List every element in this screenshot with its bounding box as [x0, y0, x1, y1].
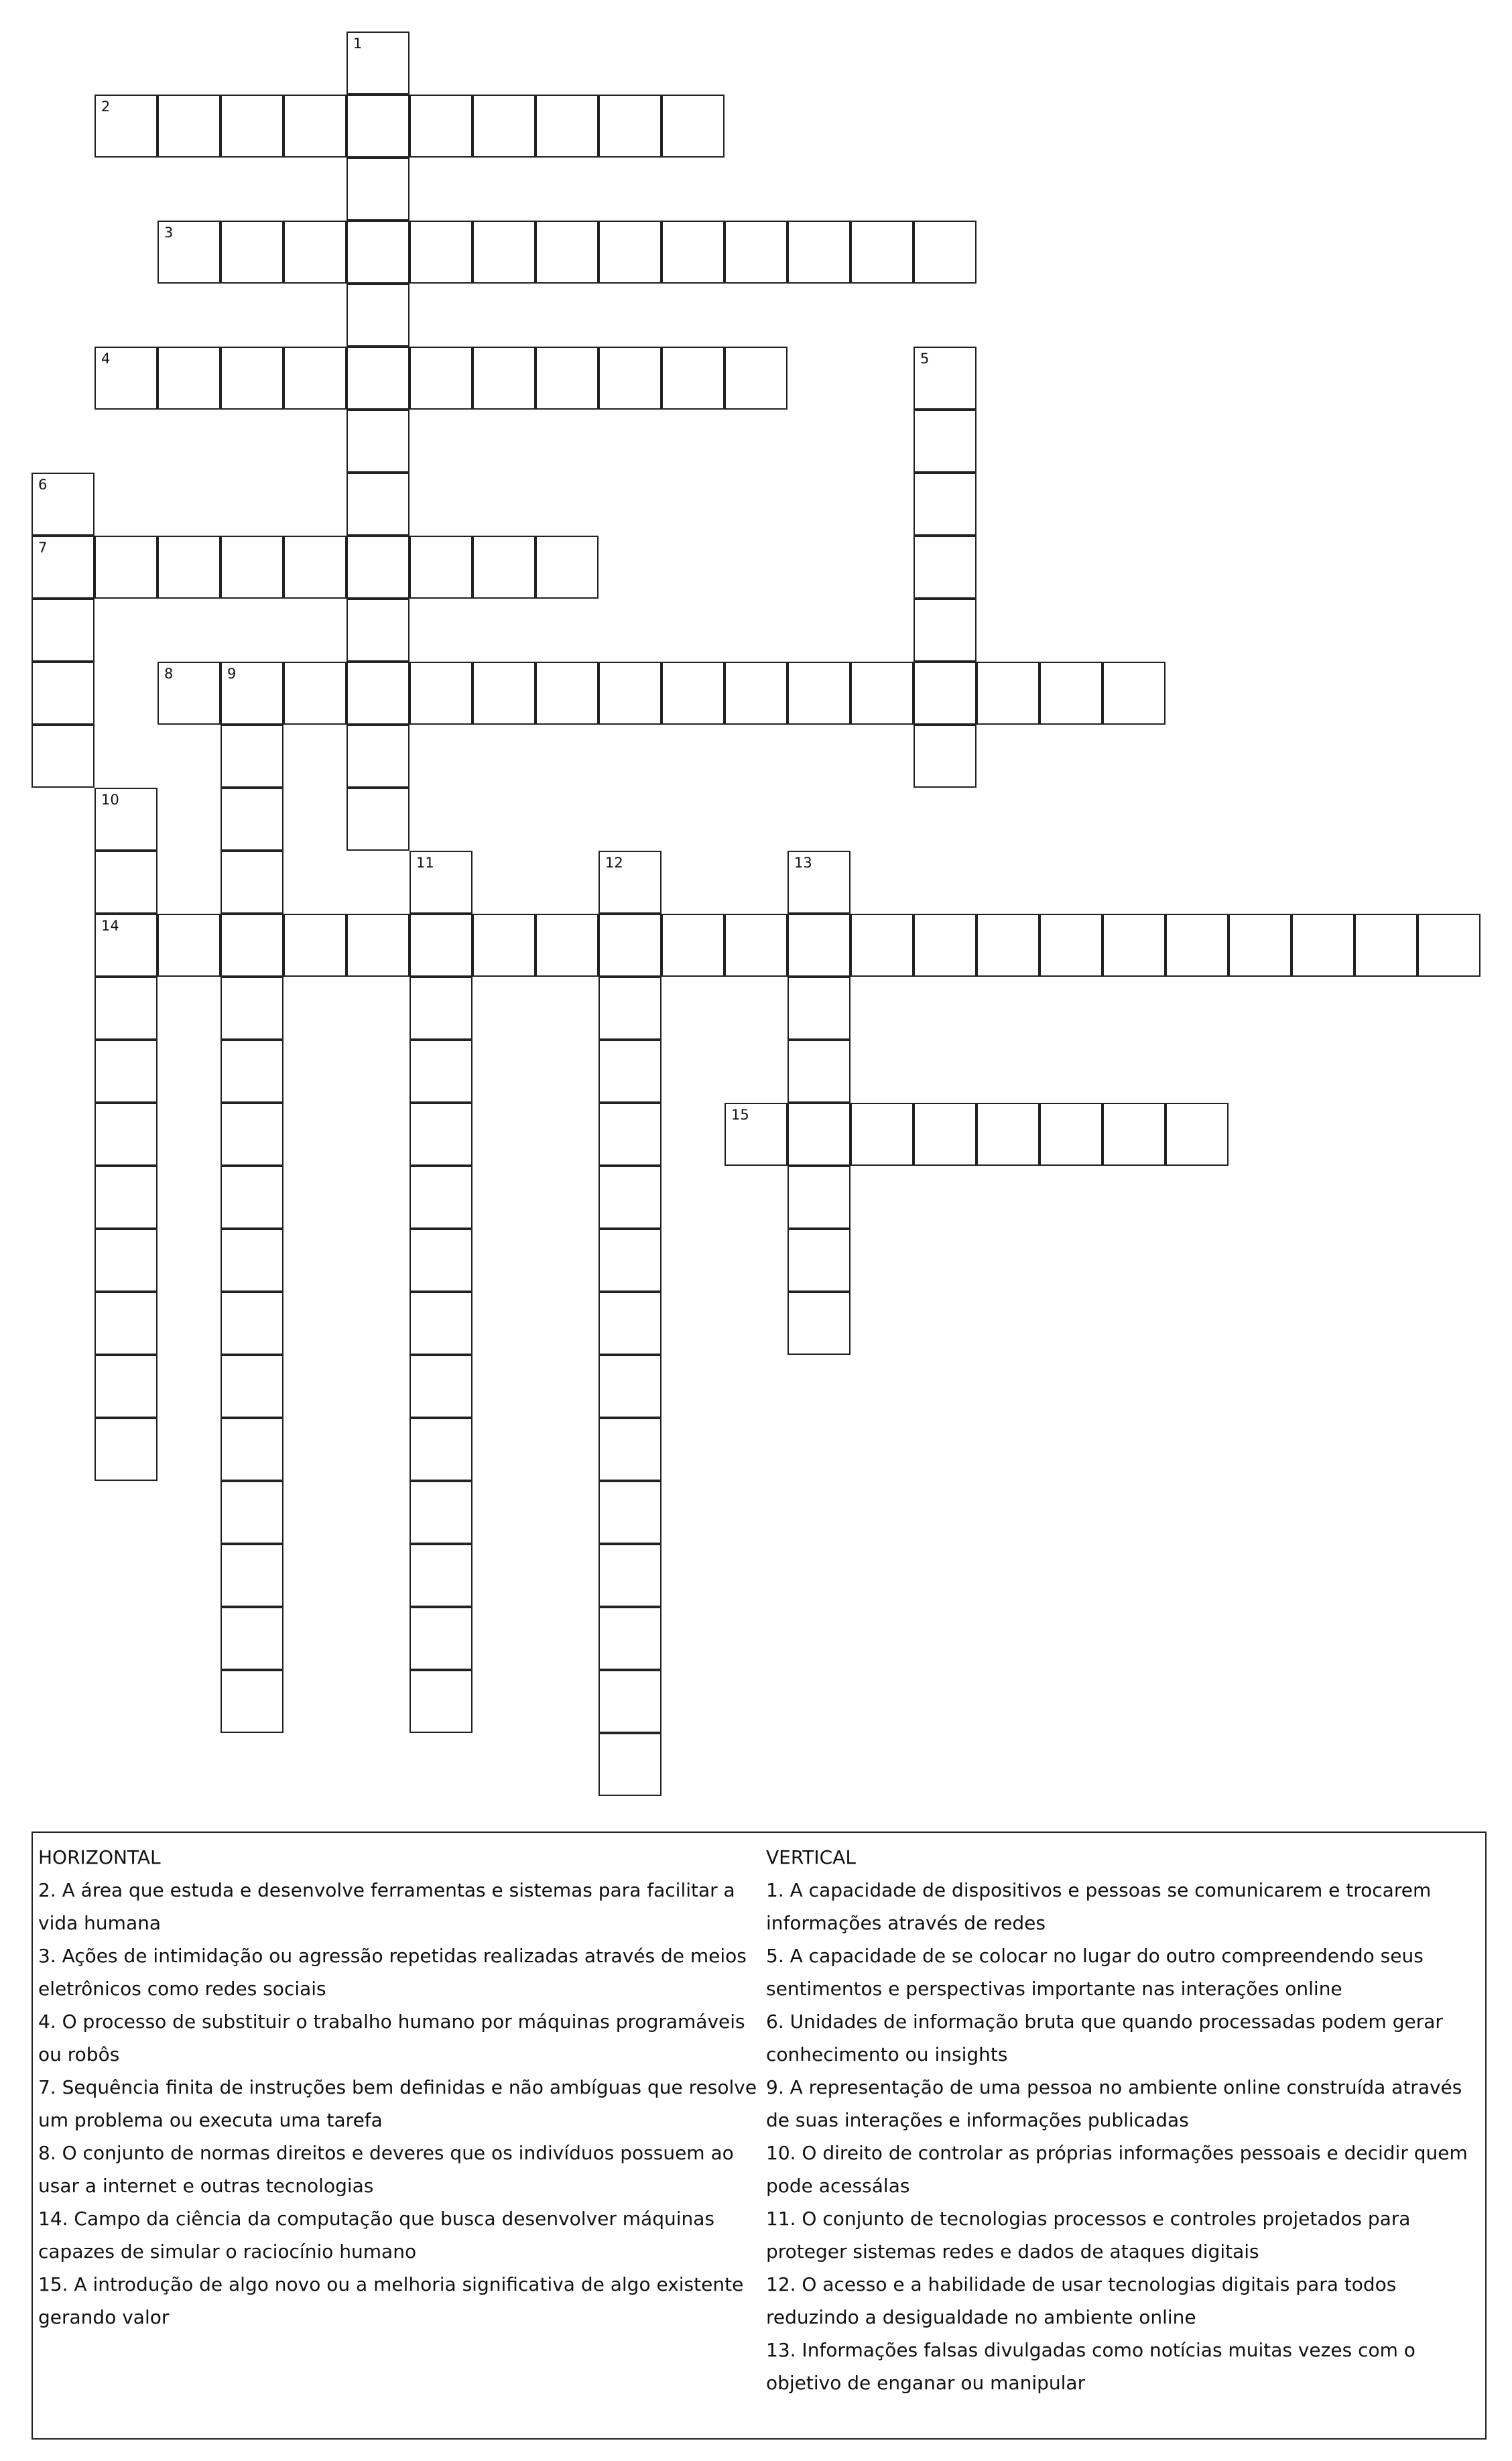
grid-cell[interactable] — [598, 1670, 662, 1733]
grid-cell[interactable] — [220, 725, 284, 788]
grid-cell[interactable] — [94, 788, 158, 851]
horizontal-clue-14: 14. Campo da ciência da computação que busca desenvolver máquinas capazes de simular o raciocínio humano — [38, 2208, 714, 2263]
grid-cell[interactable] — [220, 1607, 284, 1670]
grid-cell[interactable] — [220, 1292, 284, 1355]
grid-cell[interactable] — [724, 914, 788, 977]
vertical-clue-5: 5. A capacidade de se colocar no lugar do outro compreendendo seus sentimentos e perspectivas importante nas interações online — [766, 1945, 1424, 2000]
grid-cell[interactable] — [32, 725, 94, 788]
clue-number: 15 — [731, 1107, 749, 1123]
grid-cell[interactable] — [410, 662, 472, 725]
grid-cell[interactable] — [346, 410, 410, 473]
grid-cell[interactable] — [410, 1670, 472, 1733]
grid-cell[interactable] — [346, 536, 410, 599]
grid-cell[interactable] — [1354, 914, 1418, 977]
grid-cell[interactable] — [346, 725, 410, 788]
horizontal-clue-4: 4. O processo de substituir o trabalho humano por máquinas programáveis ou robôs — [38, 2010, 745, 2065]
clue-number: 11 — [416, 855, 434, 871]
grid-cell[interactable] — [724, 347, 788, 410]
horizontal-clue-7: 7. Sequência finita de instruções bem definidas e não ambíguas que resolve um problema ou executa uma tarefa — [38, 2076, 757, 2131]
grid-cell[interactable] — [1040, 1103, 1102, 1166]
grid-cell[interactable] — [220, 914, 284, 977]
horizontal-title: HORIZONTAL — [38, 1846, 161, 1868]
vertical-title: VERTICAL — [766, 1846, 856, 1868]
grid-cell[interactable] — [94, 1166, 158, 1229]
grid-cell[interactable] — [32, 662, 94, 725]
horizontal-clues — [38, 1841, 762, 2334]
grid-cell[interactable] — [472, 914, 536, 977]
horizontal-clue-2: 2. A área que estuda e desenvolve ferramentas e sistemas para facilitar a vida humana — [38, 1879, 735, 1934]
grid-cell[interactable] — [220, 1229, 284, 1292]
grid-cell[interactable] — [598, 1544, 662, 1607]
grid-cell[interactable] — [284, 347, 346, 410]
clue-number: 9 — [227, 666, 237, 682]
clue-number: 3 — [164, 225, 174, 241]
grid-cell[interactable] — [220, 788, 284, 851]
grid-cell[interactable] — [284, 914, 346, 977]
grid-cell[interactable] — [598, 1103, 662, 1166]
clue-number: 13 — [794, 855, 812, 871]
vertical-clue-12: 12. O acesso e a habilidade de usar tecnologias digitais para todos reduzindo a desigualdade no ambiente online — [766, 2273, 1397, 2328]
grid-cell[interactable] — [598, 1418, 662, 1481]
grid-cell[interactable] — [1102, 914, 1166, 977]
grid-cell[interactable] — [410, 1418, 472, 1481]
grid-cell[interactable] — [1166, 1103, 1228, 1166]
grid-cell[interactable] — [1102, 662, 1166, 725]
clue-number: 4 — [101, 351, 111, 367]
grid-cell[interactable] — [410, 1544, 472, 1607]
clue-number: 10 — [101, 792, 119, 808]
grid-cell[interactable] — [220, 1103, 284, 1166]
grid-cell[interactable] — [94, 1355, 158, 1418]
grid-cell[interactable] — [662, 914, 724, 977]
grid-cell[interactable] — [220, 1481, 284, 1544]
grid-cell[interactable] — [220, 1670, 284, 1733]
grid-cell[interactable] — [220, 536, 284, 599]
vertical-clue-6: 6. Unidades de informação bruta que quando processadas podem gerar conhecimento ou insights — [766, 2010, 1443, 2065]
grid-cell[interactable] — [598, 1292, 662, 1355]
grid-cell[interactable] — [94, 536, 158, 599]
grid-cell[interactable] — [598, 914, 662, 977]
grid-cell[interactable] — [410, 1103, 472, 1166]
grid-cell[interactable] — [410, 1229, 472, 1292]
grid-cell[interactable] — [410, 977, 472, 1040]
grid-cell[interactable] — [346, 95, 410, 158]
grid-cell[interactable] — [788, 1166, 850, 1229]
grid-cell[interactable] — [662, 95, 724, 158]
grid-cell[interactable] — [598, 347, 662, 410]
grid-cell[interactable] — [284, 662, 346, 725]
grid-cell[interactable] — [220, 1040, 284, 1103]
grid-cell[interactable] — [94, 1103, 158, 1166]
grid-cell[interactable] — [472, 95, 536, 158]
vertical-clue-11: 11. O conjunto de tecnologias processos e controles projetados para proteger sistemas redes e dados de ataques digitais — [766, 2208, 1411, 2263]
grid-cell[interactable] — [598, 1355, 662, 1418]
grid-cell[interactable] — [850, 662, 914, 725]
grid-cell[interactable] — [788, 662, 850, 725]
grid-cell[interactable] — [788, 1292, 850, 1355]
grid-cell[interactable] — [1418, 914, 1480, 977]
grid-cell[interactable] — [1040, 914, 1102, 977]
grid-cell[interactable] — [598, 1607, 662, 1670]
grid-cell[interactable] — [346, 788, 410, 851]
grid-cell[interactable] — [914, 473, 976, 536]
grid-cell[interactable] — [220, 662, 284, 725]
grid-cell[interactable] — [410, 1040, 472, 1103]
grid-cell[interactable] — [220, 1418, 284, 1481]
grid-cell[interactable] — [94, 1040, 158, 1103]
grid-cell[interactable] — [536, 914, 598, 977]
grid-cell[interactable] — [220, 347, 284, 410]
grid-cell[interactable] — [346, 347, 410, 410]
grid-cell[interactable] — [536, 347, 598, 410]
clue-number: 12 — [605, 855, 623, 871]
grid-cell[interactable] — [598, 977, 662, 1040]
grid-cell[interactable] — [850, 914, 914, 977]
grid-cell[interactable] — [598, 662, 662, 725]
grid-cell[interactable] — [284, 536, 346, 599]
grid-cell[interactable] — [346, 158, 410, 221]
grid-cell[interactable] — [914, 662, 976, 725]
grid-cell[interactable] — [410, 95, 472, 158]
grid-cell[interactable] — [220, 221, 284, 284]
grid-cell[interactable] — [788, 1103, 850, 1166]
grid-cell[interactable] — [914, 410, 976, 473]
horizontal-clue-3: 3. Ações de intimidação ou agressão repetidas realizadas através de meios eletrônicos como redes sociais — [38, 1945, 747, 2000]
grid-cell[interactable] — [410, 221, 472, 284]
grid-cell[interactable] — [662, 662, 724, 725]
grid-cell[interactable] — [788, 1229, 850, 1292]
grid-cell[interactable] — [914, 914, 976, 977]
grid-cell[interactable] — [346, 221, 410, 284]
grid-cell[interactable] — [410, 347, 472, 410]
grid-cell[interactable] — [914, 1103, 976, 1166]
grid-cell[interactable] — [1292, 914, 1354, 977]
grid-cell[interactable] — [598, 1166, 662, 1229]
grid-cell[interactable] — [346, 473, 410, 536]
grid-cell[interactable] — [410, 1166, 472, 1229]
grid-cell[interactable] — [598, 1733, 662, 1796]
grid-cell[interactable] — [976, 914, 1040, 977]
grid-cell[interactable] — [788, 1040, 850, 1103]
grid-cell[interactable] — [472, 347, 536, 410]
grid-cell[interactable] — [346, 32, 410, 95]
vertical-clue-10: 10. O direito de controlar as próprias informações pessoais e decidir quem pode acessálas — [766, 2142, 1468, 2197]
grid-cell[interactable] — [346, 662, 410, 725]
clue-number: 2 — [101, 99, 111, 115]
grid-cell[interactable] — [472, 662, 536, 725]
grid-cell[interactable] — [788, 851, 850, 914]
grid-cell[interactable] — [662, 347, 724, 410]
grid-cell[interactable] — [410, 851, 472, 914]
grid-cell[interactable] — [472, 221, 536, 284]
grid-cell[interactable] — [220, 1166, 284, 1229]
grid-cell[interactable] — [598, 1040, 662, 1103]
grid-cell[interactable] — [94, 914, 158, 977]
grid-cell[interactable] — [914, 221, 976, 284]
grid-cell[interactable] — [346, 284, 410, 347]
grid-cell[interactable] — [94, 347, 158, 410]
grid-cell[interactable] — [410, 914, 472, 977]
vertical-clue-13: 13. Informações falsas divulgadas como notícias muitas vezes com o objetivo de enganar ou manipular — [766, 2339, 1415, 2394]
grid-cell[interactable] — [94, 1418, 158, 1481]
grid-cell[interactable] — [410, 1292, 472, 1355]
grid-cell[interactable] — [1166, 914, 1228, 977]
grid-cell[interactable] — [32, 536, 94, 599]
clue-number: 6 — [38, 477, 48, 493]
grid-cell[interactable] — [158, 221, 220, 284]
clues-box — [32, 1832, 1487, 2440]
grid-cell[interactable] — [976, 662, 1040, 725]
grid-cell[interactable] — [598, 1481, 662, 1544]
grid-cell[interactable] — [32, 473, 94, 536]
clue-number: 14 — [101, 918, 119, 934]
horizontal-clue-15: 15. A introdução de algo novo ou a melhoria significativa de algo existente gerando valor — [38, 2273, 744, 2328]
grid-cell[interactable] — [220, 1544, 284, 1607]
grid-cell[interactable] — [220, 851, 284, 914]
grid-cell[interactable] — [94, 851, 158, 914]
grid-cell[interactable] — [94, 95, 158, 158]
grid-cell[interactable] — [724, 1103, 788, 1166]
grid-cell[interactable] — [158, 536, 220, 599]
grid-cell[interactable] — [598, 851, 662, 914]
grid-cell[interactable] — [472, 536, 536, 599]
grid-cell[interactable] — [724, 221, 788, 284]
grid-cell[interactable] — [284, 221, 346, 284]
grid-cell[interactable] — [158, 914, 220, 977]
grid-cell[interactable] — [914, 347, 976, 410]
grid-cell[interactable] — [158, 347, 220, 410]
grid-cell[interactable] — [32, 599, 94, 662]
grid-cell[interactable] — [284, 95, 346, 158]
grid-cell[interactable] — [346, 599, 410, 662]
grid-cell[interactable] — [536, 536, 598, 599]
grid-cell[interactable] — [1228, 914, 1292, 977]
grid-cell[interactable] — [914, 725, 976, 788]
grid-cell[interactable] — [788, 914, 850, 977]
grid-cell[interactable] — [158, 662, 220, 725]
grid-cell[interactable] — [976, 1103, 1040, 1166]
grid-cell[interactable] — [346, 914, 410, 977]
grid-cell[interactable] — [598, 1229, 662, 1292]
grid-cell[interactable] — [914, 599, 976, 662]
grid-cell[interactable] — [94, 977, 158, 1040]
grid-cell[interactable] — [598, 221, 662, 284]
grid-cell[interactable] — [410, 1481, 472, 1544]
clue-number: 8 — [164, 666, 174, 682]
grid-cell[interactable] — [220, 95, 284, 158]
grid-cell[interactable] — [914, 536, 976, 599]
grid-cell[interactable] — [1040, 662, 1102, 725]
vertical-clues — [766, 1841, 1482, 2399]
grid-cell[interactable] — [850, 1103, 914, 1166]
grid-cell[interactable] — [410, 536, 472, 599]
grid-cell[interactable] — [1102, 1103, 1166, 1166]
grid-cell[interactable] — [536, 221, 598, 284]
clue-number: 7 — [38, 540, 48, 556]
grid-cell[interactable] — [94, 1229, 158, 1292]
vertical-clue-9: 9. A representação de uma pessoa no ambiente online construída através de suas interações e informações publicadas — [766, 2076, 1462, 2131]
clue-number: 1 — [353, 36, 363, 52]
grid-cell[interactable] — [220, 1355, 284, 1418]
grid-cell[interactable] — [598, 95, 662, 158]
vertical-clue-1: 1. A capacidade de dispositivos e pessoas se comunicarem e trocarem informações através de redes — [766, 1879, 1432, 1934]
grid-cell[interactable] — [410, 1607, 472, 1670]
clue-number: 5 — [920, 351, 930, 367]
grid-cell[interactable] — [662, 221, 724, 284]
grid-cell[interactable] — [788, 977, 850, 1040]
grid-cell[interactable] — [410, 1355, 472, 1418]
grid-cell[interactable] — [220, 977, 284, 1040]
grid-cell[interactable] — [788, 221, 850, 284]
grid-cell[interactable] — [850, 221, 914, 284]
grid-cell[interactable] — [536, 95, 598, 158]
grid-cell[interactable] — [536, 662, 598, 725]
horizontal-clue-8: 8. O conjunto de normas direitos e deveres que os indivíduos possuem ao usar a internet e outras tecnologias — [38, 2142, 734, 2197]
grid-cell[interactable] — [94, 1292, 158, 1355]
grid-cell[interactable] — [724, 662, 788, 725]
grid-cell[interactable] — [158, 95, 220, 158]
